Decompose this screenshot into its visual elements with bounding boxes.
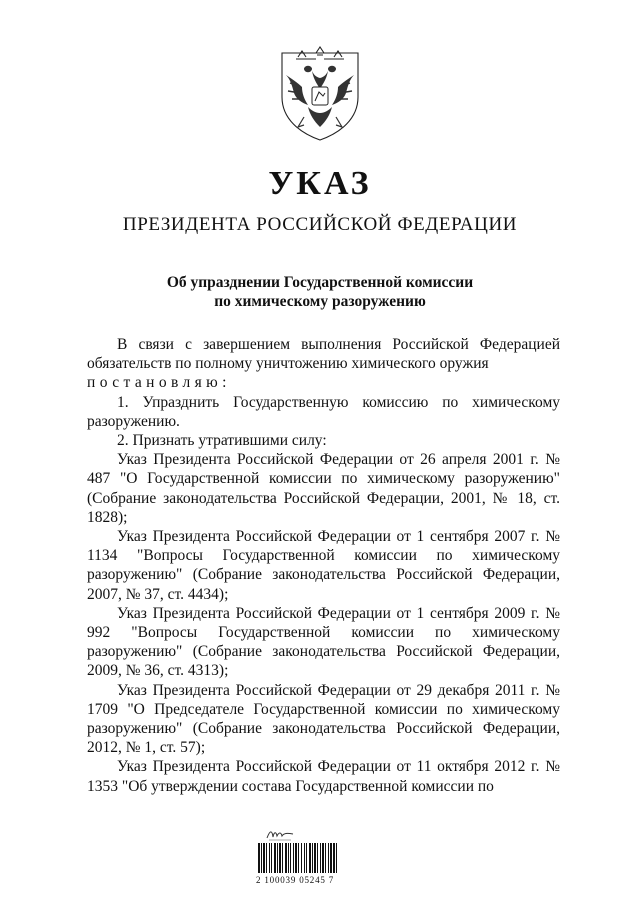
repealed-decree-paragraph: Указ Президента Российской Федерации от 29 декабря 2011 г. № 1709 "О Председателе Государственной комиссии по химическому разоружению" (Собрание законодательства Российской Федерации, 2012, № 1, ст. 57); <box>87 681 560 757</box>
barcode-icon <box>258 843 366 873</box>
decree-word: постановляю: <box>87 374 231 392</box>
decree-heading-line-1: Об упразднении Государственной комиссии <box>166 274 474 291</box>
item-2-paragraph: 2. Признать утратившими силу: <box>117 432 327 450</box>
decree-heading <box>0 273 640 311</box>
coat-of-arms-icon <box>274 45 366 143</box>
decree-body <box>87 335 560 796</box>
document-title: УКАЗ <box>268 165 372 202</box>
decree-heading-line-2: по химическому разоружению <box>214 293 426 310</box>
barcode-number: 2 100039 05245 7 <box>256 875 335 885</box>
repealed-decree-paragraph: Указ Президента Российской Федерации от 26 апреля 2001 г. № 487 "О Государственной комиссии по химическому разоружению" (Собрание законодательства Российской Федерации, 2001, № 18, ст. 1828); <box>87 451 560 526</box>
intro-paragraph: В связи с завершением выполнения Российской Федерацией обязательств по полному уничтожению химического оружия <box>87 336 560 373</box>
repealed-decree-paragraph: Указ Президента Российской Федерации от 1 сентября 2007 г. № 1134 "Вопросы Государственной комиссии по химическому разоружению" (Собрание законодательства Российской Федерации, 2007, № 37, ст. 4434); <box>87 528 560 603</box>
repealed-decree-paragraph: Указ Президента Российской Федерации от 11 октября 2012 г. № 1353 "Об утверждении состава Государственной комиссии по <box>87 758 560 795</box>
barcode <box>256 843 368 885</box>
item-1-paragraph: 1. Упразднить Государственную комиссию по химическому разоружению. <box>87 393 560 430</box>
document-subtitle: ПРЕЗИДЕНТА РОССИЙСКОЙ ФЕДЕРАЦИИ <box>122 214 518 235</box>
signature-mark-icon <box>265 828 295 842</box>
repealed-decree-paragraph: Указ Президента Российской Федерации от 1 сентября 2009 г. № 992 "Вопросы Государственной комиссии по химическому разоружению" (Собрание законодательства Российской Федерации, 2009, № 36, ст. 4313); <box>87 604 560 680</box>
